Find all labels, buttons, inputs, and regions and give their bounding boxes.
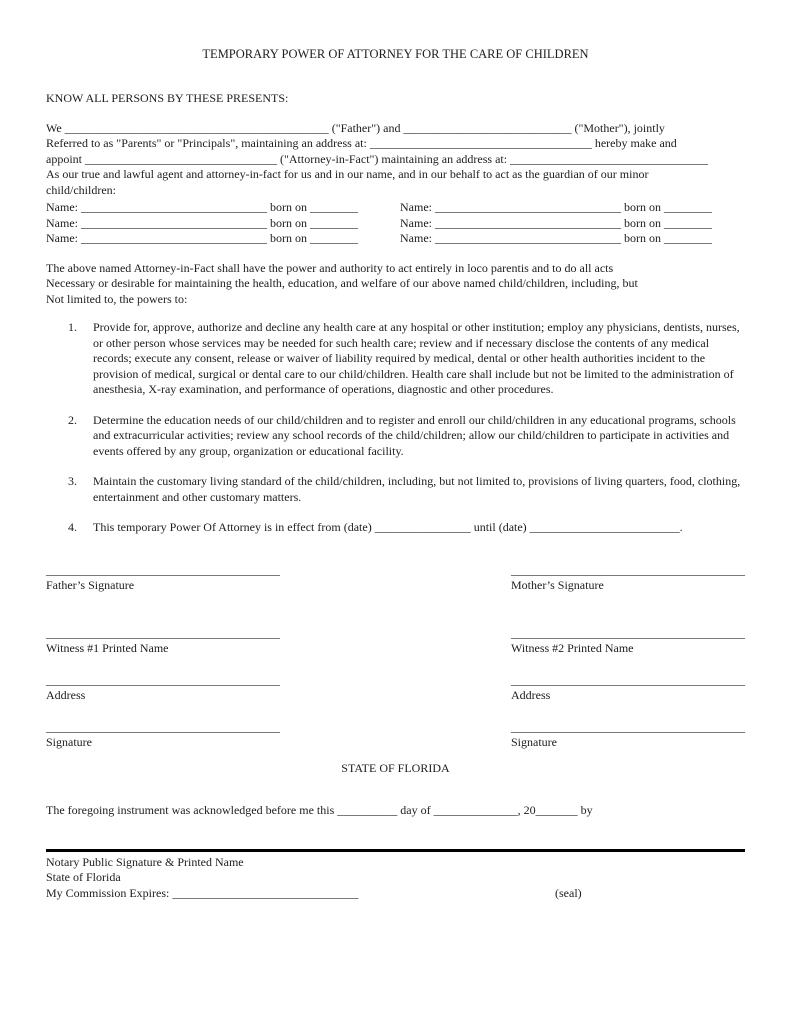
intro-line-address: Referred to as "Parents" or "Principals", maintaining an address at: _____________________________________ hereby make and <box>46 136 677 150</box>
commission-expires-line: My Commission Expires: _______________________________ <box>46 885 359 900</box>
signature-section <box>46 563 745 751</box>
witness2-signature-block <box>511 720 745 751</box>
intro-line-appoint: appoint ________________________________ ("Attorney-in-Fact") maintaining an address at: _________________________________ <box>46 151 709 166</box>
witness2-address-block <box>511 673 745 704</box>
signature-row-witness-names <box>46 626 745 657</box>
notary-block <box>46 849 745 902</box>
witness2-name-label: Witness #2 Printed Name <box>511 641 634 655</box>
intro-line-parents: We ____________________________________________ ("Father") and ____________________________ ("Mother"), jointly <box>46 120 665 135</box>
mother-signature-line: _______________________________________ <box>511 562 745 577</box>
child-name-field: Name: _______________________________ born on ________ <box>46 200 358 214</box>
witness1-signature-label: Signature <box>46 735 92 749</box>
item-text: Provide for, approve, authorize and decline any health care at any hospital or other institution; employ any physicians, dentists, nurses, or other person whose services may be needed for such health care; review and if necessary disclose the contents of any medical records; execute any consent, release or waiver of liability required by medical, dental or other health authorities incident to the provision of medical, surgical or dental care to our child/children. Health care shall include but not be limited to the administration of anesthesia, X-ray examination, and performance of operations, diagnostic and other procedures. <box>93 320 740 396</box>
item-number: 1. <box>68 320 77 334</box>
witness1-name-label: Witness #1 Printed Name <box>46 641 169 655</box>
intro-line-agent: As our true and lawful agent and attorney-in-fact for us and in our name, and in our behalf to act as the guardian of our minor <box>46 167 649 181</box>
child-name-field: Name: _______________________________ born on ________ <box>400 200 712 214</box>
notary-state-line: State of Florida <box>46 870 121 884</box>
powers-intro-line: The above named Attorney-in-Fact shall have the power and authority to act entirely in loco parentis and to do all acts <box>46 260 614 275</box>
child-name-row <box>46 216 745 232</box>
witness1-name-line: _______________________________________ <box>46 625 280 640</box>
witness2-signature-line: _______________________________________ <box>511 719 745 734</box>
item-text: Maintain the customary living standard of the child/children, including, but not limited to, provisions of living quarters, food, clothing, entertainment and other customary matters. <box>93 474 741 504</box>
list-item-living-standard <box>46 474 745 505</box>
item-number: 2. <box>68 412 77 427</box>
list-item-healthcare <box>46 320 745 398</box>
witness2-address-label: Address <box>511 688 551 702</box>
powers-intro-paragraph <box>46 261 745 308</box>
witness1-signature-line: _______________________________________ <box>46 719 280 734</box>
children-names-section <box>46 200 745 247</box>
witness2-name-line: _______________________________________ <box>511 625 745 640</box>
item-text: Determine the education needs of our child/children and to register and enroll our child/children in any educational programs, schools and extracurricular activities; review any school records of the child/children; allow our child/children to participate in activities and events offered by any group, organization or educational facility. <box>93 412 736 458</box>
presents-heading: KNOW ALL PERSONS BY THESE PRESENTS: <box>46 91 289 105</box>
witness1-signature-block <box>46 720 511 751</box>
witness2-name-block <box>511 626 745 657</box>
state-of-florida-heading: STATE OF FLORIDA <box>341 760 450 775</box>
signature-row-addresses <box>46 673 745 704</box>
document-title: TEMPORARY POWER OF ATTORNEY FOR THE CARE OF CHILDREN <box>202 47 589 61</box>
child-name-row <box>46 200 745 216</box>
mother-signature-label: Mother’s Signature <box>511 578 604 592</box>
witness2-signature-label: Signature <box>511 735 557 749</box>
powers-list <box>46 320 745 536</box>
intro-section <box>46 121 745 199</box>
list-item-effective-dates <box>46 520 745 536</box>
child-name-field: Name: _______________________________ born on ________ <box>400 231 712 245</box>
list-item-education <box>46 413 745 460</box>
acknowledgment-line: The foregoing instrument was acknowledged before me this __________ day of ______________, 20_______ by <box>46 803 593 817</box>
father-signature-line: _______________________________________ <box>46 562 280 577</box>
witness1-address-block <box>46 673 511 704</box>
powers-intro-line: Necessary or desirable for maintaining the health, education, and welfare of our above named child/children, including, but <box>46 276 638 290</box>
child-name-field: Name: _______________________________ born on ________ <box>46 231 358 245</box>
signature-row-witness-signatures <box>46 720 745 751</box>
witness1-name-block <box>46 626 511 657</box>
intro-line-children: child/children: <box>46 182 116 197</box>
witness1-address-label: Address <box>46 688 86 702</box>
powers-intro-line: Not limited to, the powers to: <box>46 291 188 306</box>
child-name-field: Name: _______________________________ born on ________ <box>46 215 358 230</box>
child-name-row <box>46 231 745 247</box>
notary-name-line: Notary Public Signature & Printed Name <box>46 854 244 869</box>
item-text: This temporary Power Of Attorney is in effect from (date) ________________ until (date) _________________________. <box>93 520 683 534</box>
item-number: 4. <box>68 520 77 534</box>
mother-signature-block <box>511 563 745 594</box>
child-name-field: Name: _______________________________ born on ________ <box>400 215 712 230</box>
seal-label: (seal) <box>555 885 582 900</box>
father-signature-label: Father’s Signature <box>46 578 135 592</box>
item-number: 3. <box>68 474 77 488</box>
father-signature-block <box>46 563 511 594</box>
signature-row-parents <box>46 563 745 594</box>
commission-row <box>46 886 745 902</box>
witness2-address-line: _______________________________________ <box>511 672 745 687</box>
witness1-address-line: _______________________________________ <box>46 672 280 687</box>
